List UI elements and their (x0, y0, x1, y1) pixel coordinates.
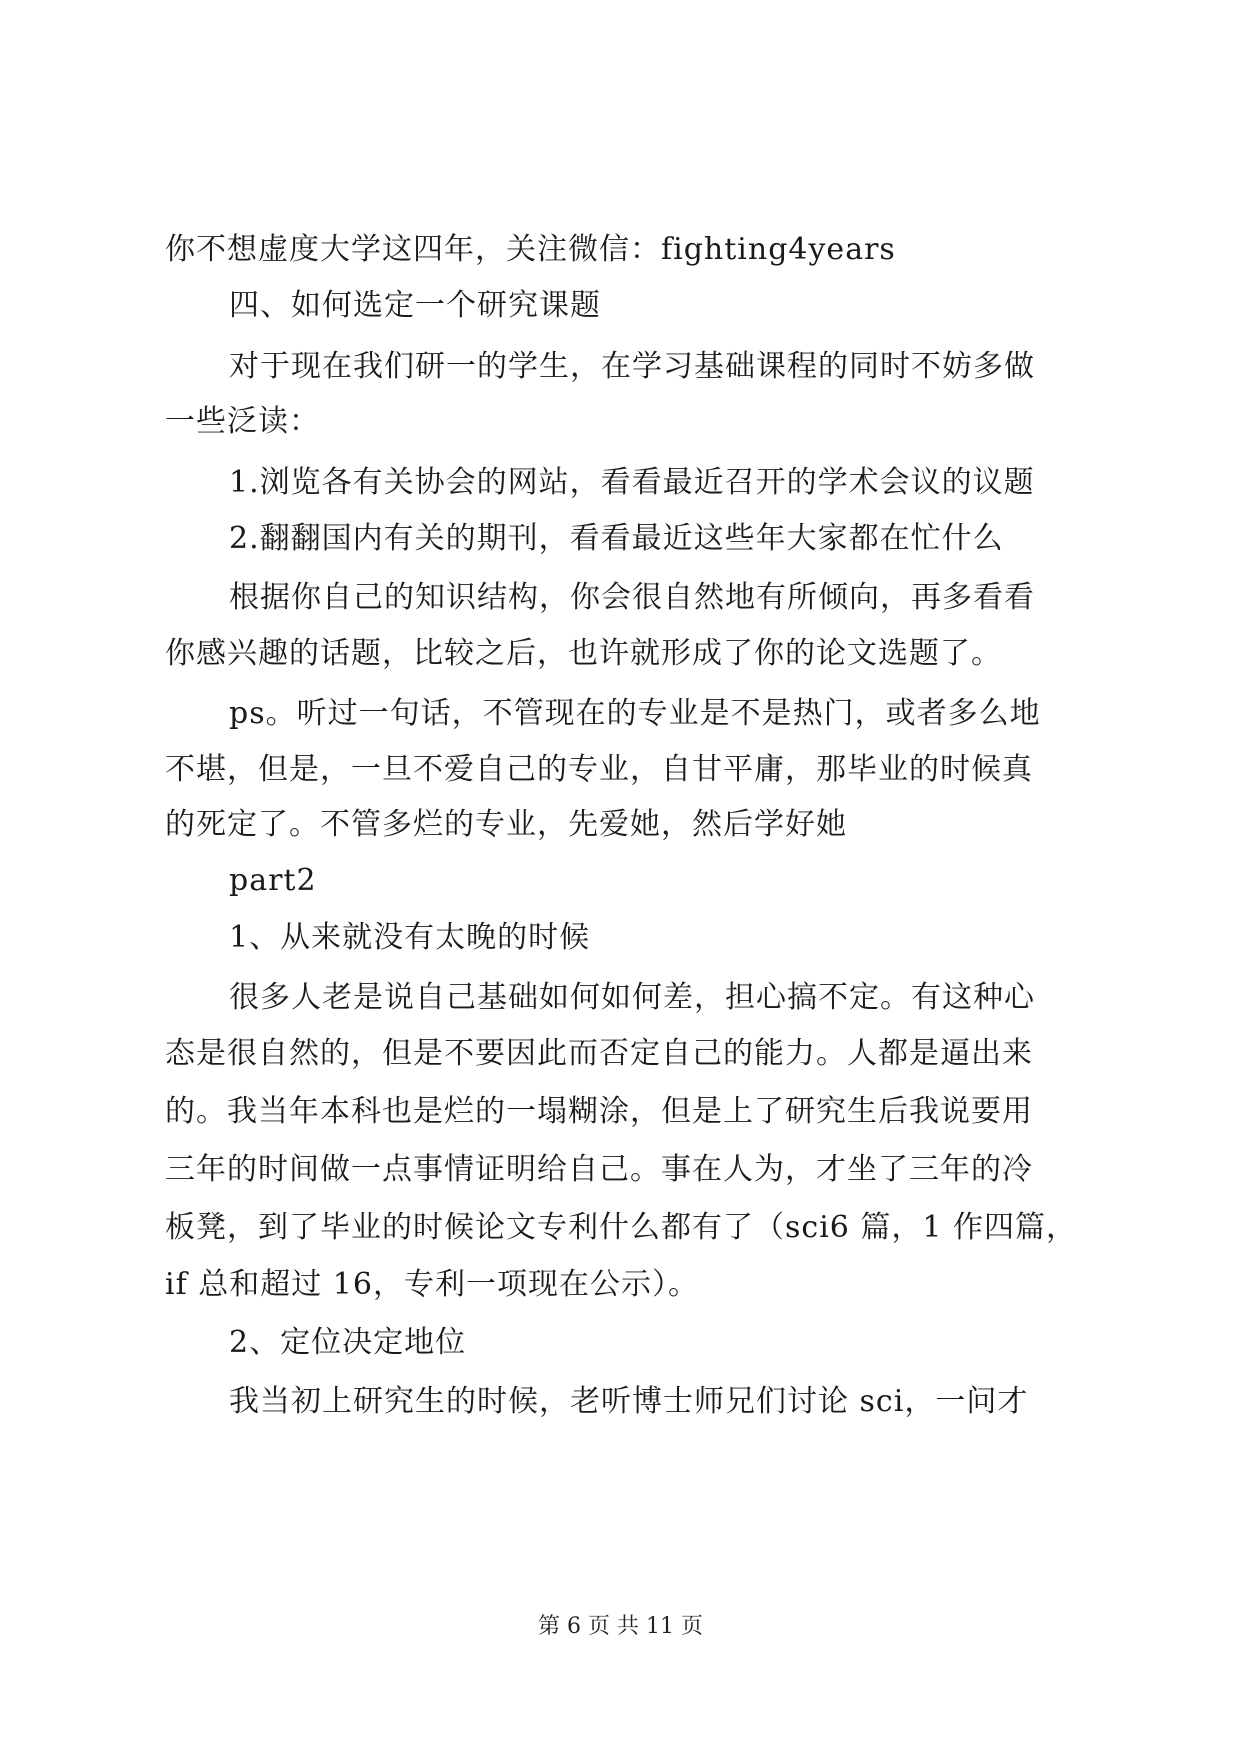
paragraph-line: 板凳，到了毕业的时候论文专利什么都有了（sci6 篇，1 作四篇， (165, 1210, 1078, 1245)
paragraph-line: 对于现在我们研一的学生，在学习基础课程的同时不妨多做 (229, 349, 1035, 384)
paragraph-line: 我当初上研究生的时候，老听博士师兄们讨论 sci，一问才 (229, 1384, 1029, 1419)
paragraph-line: 根据你自己的知识结构，你会很自然地有所倾向，再多看看 (229, 580, 1035, 615)
paragraph-line: 的。我当年本科也是烂的一塌糊涂，但是上了研究生后我说要用 (165, 1094, 1033, 1129)
paragraph-line: 不堪，但是，一旦不爱自己的专业，自甘平庸，那毕业的时候真 (165, 752, 1033, 787)
section-heading: part2 (229, 863, 317, 898)
paragraph-line: 态是很自然的，但是不要因此而否定自己的能力。人都是逼出来 (165, 1036, 1033, 1071)
list-item: 1.浏览各有关协会的网站，看看最近召开的学术会议的议题 (229, 465, 1035, 500)
page-number-footer: 第 6 页 共 11 页 (538, 1614, 703, 1639)
paragraph-line: 的死定了。不管多烂的专业，先爱她，然后学好她 (165, 807, 847, 842)
paragraph-line: 很多人老是说自己基础如何如何差，担心搞不定。有这种心 (229, 980, 1035, 1015)
paragraph-line: 三年的时间做一点事情证明给自己。事在人为，才坐了三年的冷 (165, 1152, 1033, 1187)
section-heading: 2、定位决定地位 (229, 1325, 467, 1360)
section-heading: 1、从来就没有太晚的时候 (229, 920, 591, 955)
section-heading: 四、如何选定一个研究课题 (229, 288, 601, 323)
paragraph-line: if 总和超过 16，专利一项现在公示）。 (165, 1267, 699, 1302)
paragraph-line: ps。听过一句话，不管现在的专业是不是热门，或者多么地 (229, 696, 1041, 731)
list-item: 2.翻翻国内有关的期刊，看看最近这些年大家都在忙什么 (229, 521, 1004, 556)
paragraph-line: 你感兴趣的话题，比较之后，也许就形成了你的论文选题了。 (165, 636, 1002, 671)
paragraph-line: 一些泛读： (165, 404, 320, 439)
text-line: 你不想虚度大学这四年，关注微信：fighting4years (165, 232, 896, 267)
